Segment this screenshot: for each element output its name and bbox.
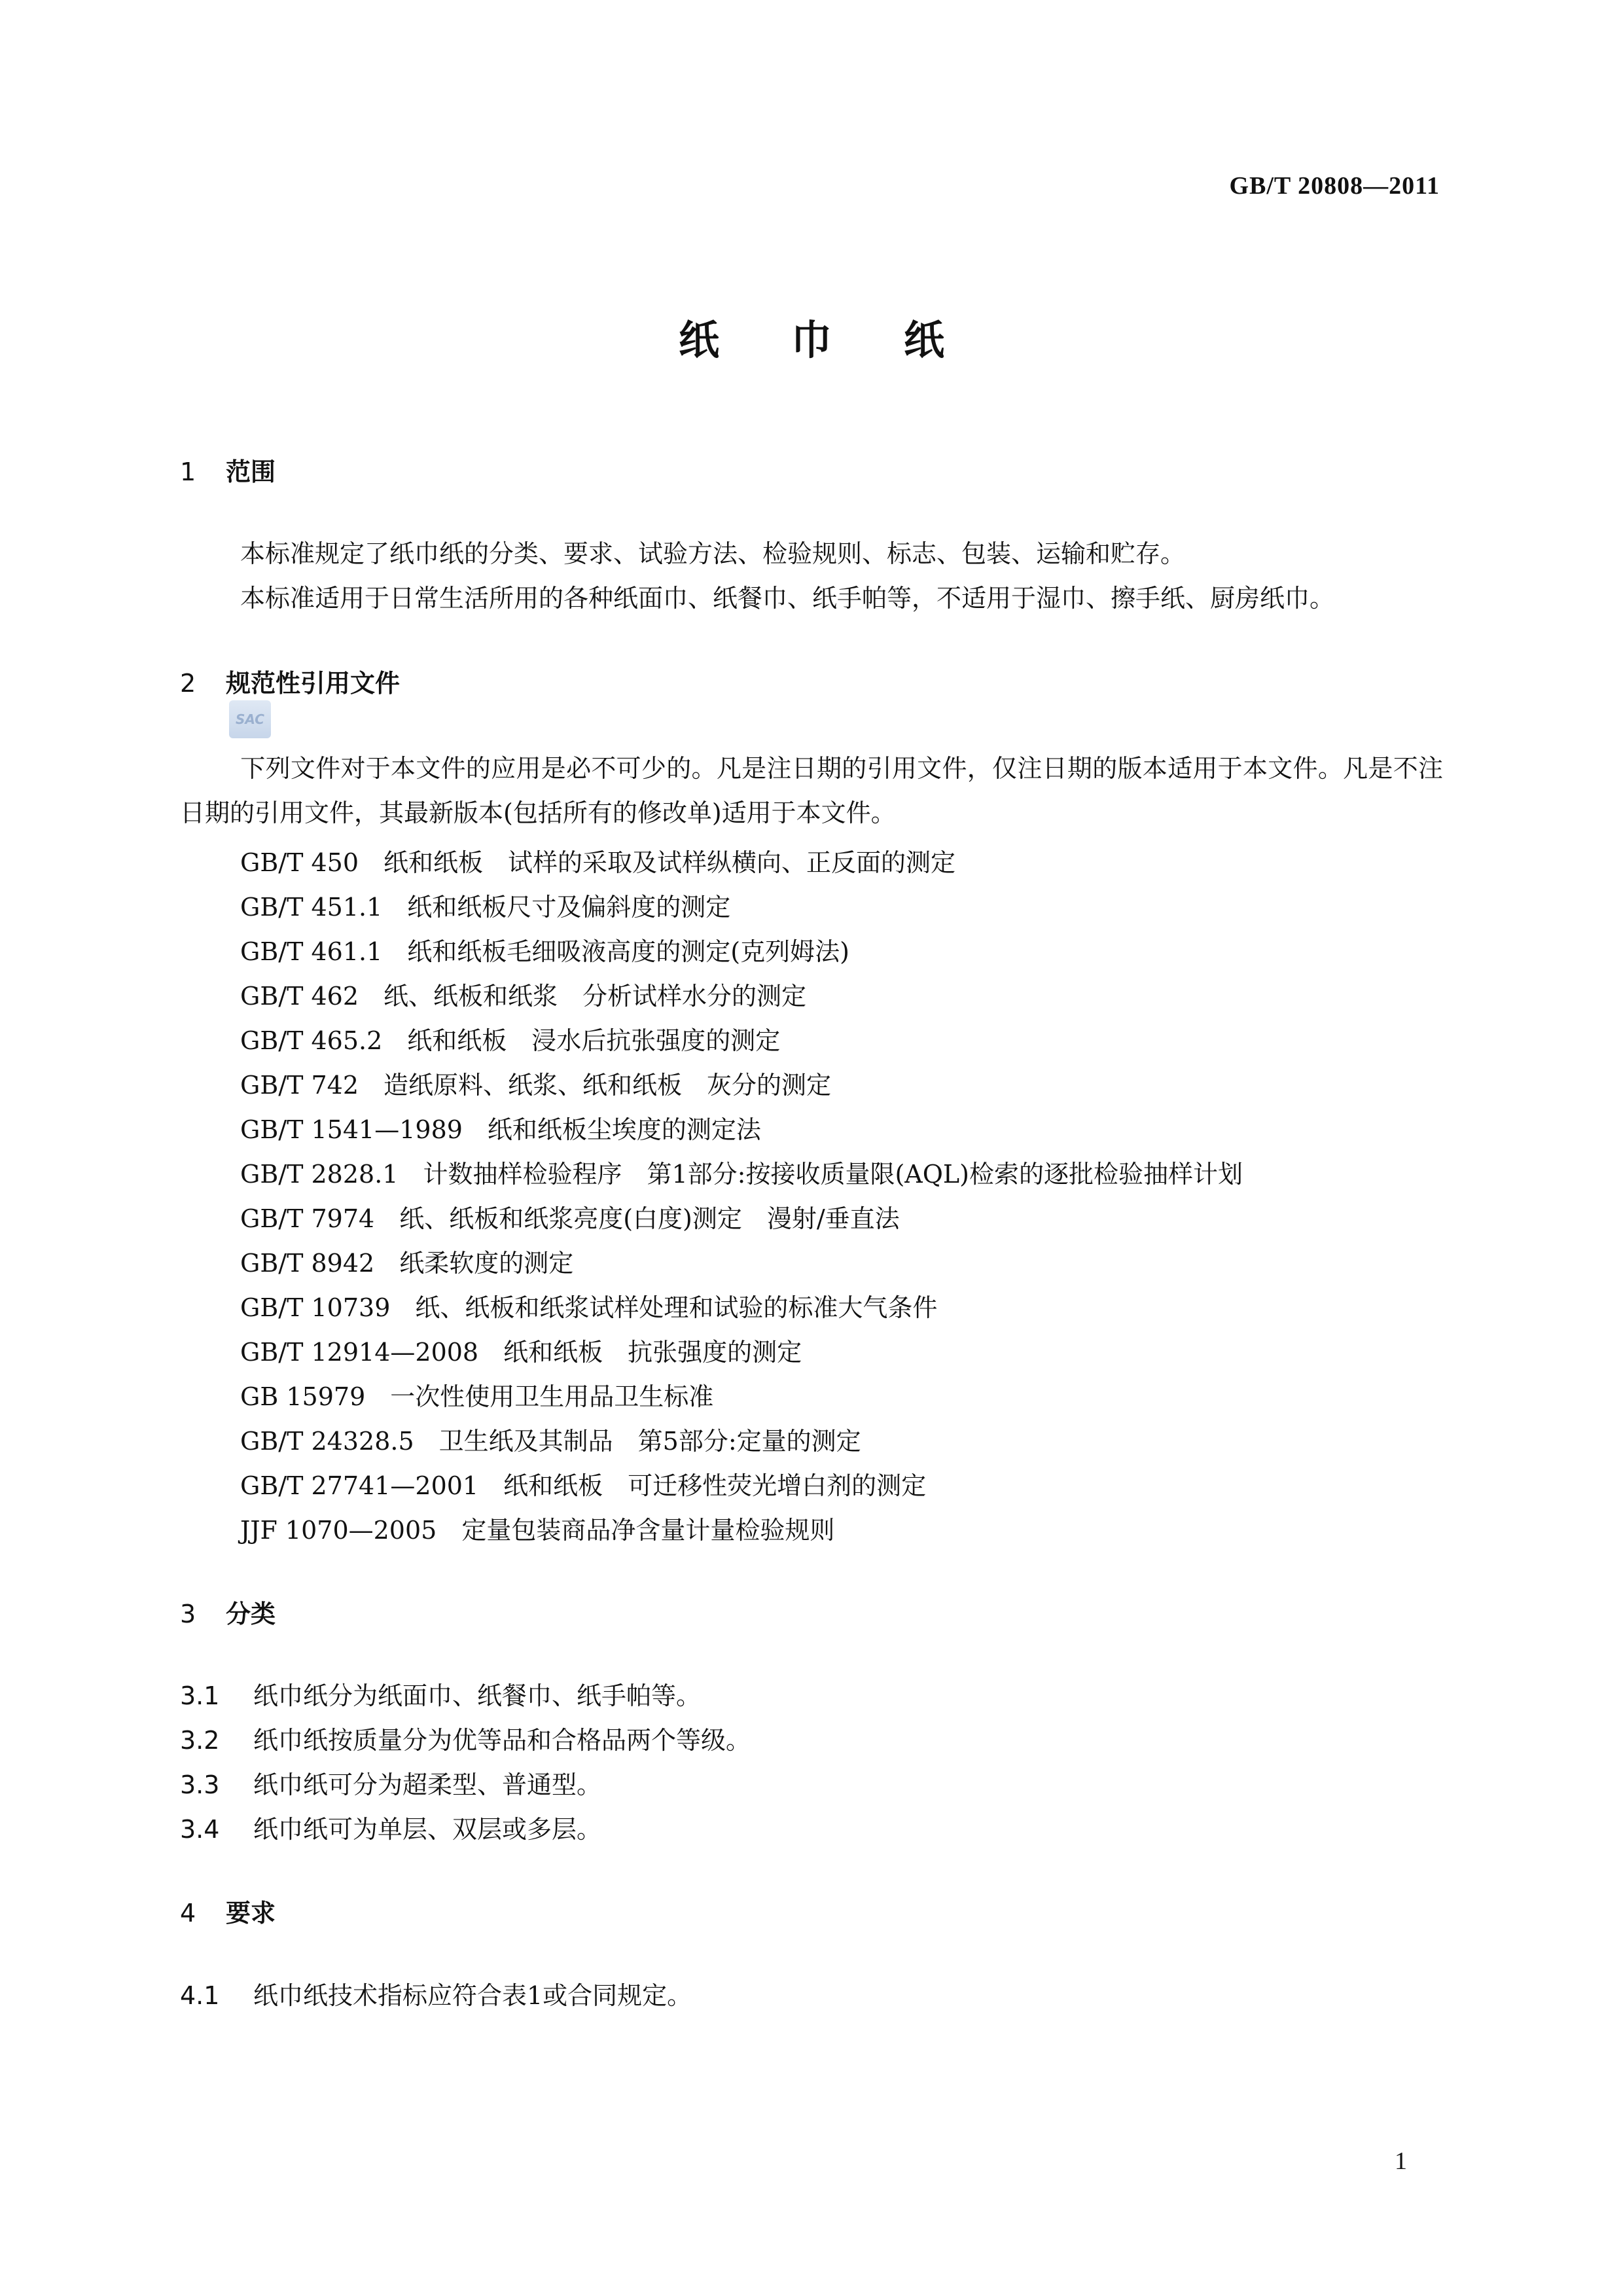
reference-item	[240, 1065, 831, 1101]
reference-code: GB/T 450	[240, 848, 359, 877]
reference-title: 纸柔软度的测定	[399, 1249, 574, 1278]
reference-code: GB/T 27741—2001	[240, 1471, 479, 1500]
section-number: 2	[180, 669, 196, 698]
reference-code: GB 15979	[240, 1382, 366, 1411]
section-number: 3	[180, 1600, 196, 1628]
sac-watermark-logo: SAC	[229, 700, 271, 738]
section-heading-normative-references	[180, 663, 400, 699]
reference-item	[240, 887, 730, 923]
reference-title: 纸、纸板和纸浆试样处理和试验的标准大气条件	[415, 1293, 938, 1322]
clause-number: 3.4	[180, 1815, 220, 1844]
clause-text: 纸巾纸按质量分为优等品和合格品两个等级。	[253, 1726, 751, 1755]
reference-code: GB/T 742	[240, 1071, 359, 1100]
reference-title: 纸和纸板 可迁移性荧光增白剂的测定	[503, 1471, 927, 1500]
reference-code: GB/T 461.1	[240, 937, 383, 966]
section-heading-requirements	[180, 1893, 276, 1929]
reference-item	[240, 1109, 761, 1145]
reference-title: 纸和纸板 浸水后抗张强度的测定	[407, 1026, 781, 1055]
reference-title: 纸和纸板尘埃度的测定法	[487, 1115, 761, 1144]
reference-item	[240, 1243, 573, 1279]
reference-code: GB/T 465.2	[240, 1026, 383, 1055]
clause-number: 3.2	[180, 1726, 220, 1755]
reference-item	[240, 1421, 861, 1457]
clause-text: 纸巾纸可分为超柔型、普通型。	[253, 1770, 602, 1799]
reference-code: GB/T 24328.5	[240, 1427, 414, 1456]
classification-item	[180, 1809, 601, 1845]
reference-item	[240, 931, 849, 967]
classification-item	[180, 1765, 601, 1801]
clause-number: 3.3	[180, 1770, 220, 1799]
clause-number: 3.1	[180, 1681, 220, 1710]
reference-code: GB/T 8942	[240, 1249, 375, 1278]
normative-intro-paragraph	[180, 746, 1443, 835]
reference-title: 计数抽样检验程序 第1部分:按接收质量限(AQL)检索的逐批检验抽样计划	[423, 1160, 1243, 1189]
reference-code: JJF 1070—2005	[240, 1516, 437, 1545]
section-number: 1	[180, 457, 196, 486]
reference-item	[240, 1332, 802, 1368]
reference-code: GB/T 462	[240, 982, 359, 1011]
clause-number: 4.1	[180, 1981, 220, 2010]
reference-item	[240, 1510, 834, 1546]
scope-paragraph: 本标准规定了纸巾纸的分类、要求、试验方法、检验规则、标志、包装、运输和贮存。	[240, 539, 1186, 568]
reference-title: 造纸原料、纸浆、纸和纸板 灰分的测定	[383, 1071, 832, 1100]
section-number: 4	[180, 1899, 196, 1928]
classification-item	[180, 1720, 751, 1756]
section-heading-classification	[180, 1594, 276, 1630]
title-char: 纸	[678, 316, 719, 364]
title-char: 巾	[791, 316, 832, 364]
reference-item	[240, 1154, 1243, 1190]
scope-paragraph: 本标准适用于日常生活所用的各种纸面巾、纸餐巾、纸手帕等，不适用于湿巾、擦手纸、厨房纸巾。	[240, 584, 1335, 613]
reference-title: 卫生纸及其制品 第5部分:定量的测定	[438, 1427, 861, 1456]
requirement-item	[180, 1975, 692, 2011]
reference-item	[240, 1287, 937, 1323]
reference-item	[240, 1020, 780, 1056]
reference-code: GB/T 12914—2008	[240, 1338, 479, 1367]
normative-intro-text: 下列文件对于本文件的应用是必不可少的。凡是注日期的引用文件，仅注日期的版本适用于本文件。凡是不注日期的引用文件，其最新版本(包括所有的修改单)适用于本文件。	[180, 754, 1443, 827]
reference-title: 纸和纸板 试样的采取及试样纵横向、正反面的测定	[383, 848, 956, 877]
reference-item	[240, 842, 955, 878]
reference-title: 纸和纸板毛细吸液高度的测定(克列姆法)	[407, 937, 849, 966]
reference-code: GB/T 1541—1989	[240, 1115, 463, 1144]
reference-item	[240, 1198, 900, 1234]
reference-code: GB/T 2828.1	[240, 1160, 399, 1189]
section-heading-scope	[180, 452, 276, 488]
reference-title: 一次性使用卫生用品卫生标准	[390, 1382, 714, 1411]
reference-title: 定量包装商品净含量计量检验规则	[461, 1516, 835, 1545]
clause-text: 纸巾纸可为单层、双层或多层。	[253, 1815, 602, 1844]
section-title: 范围	[226, 457, 276, 486]
reference-item	[240, 1465, 926, 1501]
reference-code: GB/T 451.1	[240, 893, 383, 922]
classification-item	[180, 1676, 701, 1712]
reference-item	[240, 1376, 713, 1412]
page-number: 1	[1395, 2147, 1407, 2175]
clause-text: 纸巾纸分为纸面巾、纸餐巾、纸手帕等。	[253, 1681, 702, 1710]
reference-item	[240, 976, 806, 1012]
reference-title: 纸和纸板 抗张强度的测定	[503, 1338, 802, 1367]
reference-code: GB/T 7974	[240, 1204, 375, 1233]
document-title	[0, 308, 1623, 366]
section-title: 要求	[226, 1899, 276, 1928]
reference-code: GB/T 10739	[240, 1293, 391, 1322]
title-char: 纸	[904, 316, 945, 364]
reference-title: 纸、纸板和纸浆亮度(白度)测定 漫射/垂直法	[399, 1204, 900, 1233]
standard-code: GB/T 20808—2011	[1229, 172, 1440, 200]
reference-title: 纸、纸板和纸浆 分析试样水分的测定	[383, 982, 807, 1011]
section-title: 分类	[226, 1600, 276, 1628]
reference-title: 纸和纸板尺寸及偏斜度的测定	[407, 893, 731, 922]
clause-text: 纸巾纸技术指标应符合表1或合同规定。	[253, 1981, 692, 2010]
section-title: 规范性引用文件	[226, 669, 401, 698]
